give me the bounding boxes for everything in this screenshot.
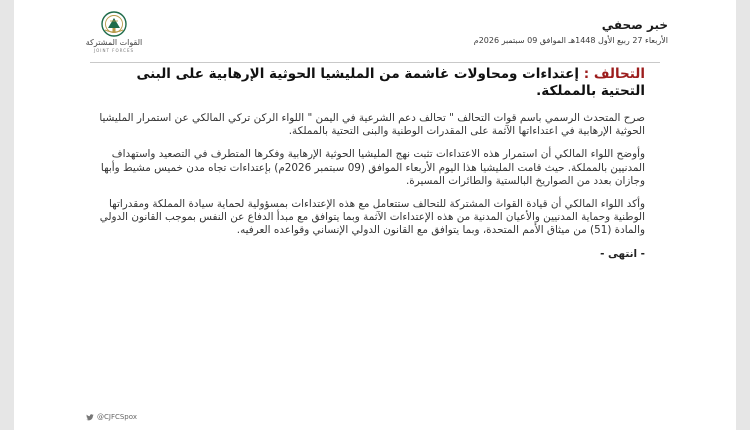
paragraph-2: وأوضح اللواء المالكي أن استمرار هذه الاعتداءات تثبت نهج المليشيا الحوثية الإرهابية وفكرها المتطرف في التصعيد واستهداف المدنيين بالمملكة. حيث قامت المليشيا هذا اليوم الأربعاء الموافق (09 سبتمبر 2026م) بإعتداءات تجاه مدن خميس مشيط وأبها وجازان بعدد من الصواريخ البالستية والطائرات المسيرة. [100, 148, 645, 187]
headline-text: إعتداءات ومحاولات غاشمة من المليشيا الحوثية الإرهابية على البنى التحتية بالمملكة. [136, 66, 645, 99]
right-margin-band [736, 0, 750, 430]
twitter-icon [86, 414, 94, 421]
paragraph-3: وأكد اللواء المالكي أن قيادة القوات المشتركة للتحالف ستتعامل مع هذه الإعتداءات بمسؤولية لحماية سيادة المملكة ومقدراتها الوطنية وحماية المدنيين والأعيان المدنية من هذه الإعتداءات الآثمة وبما يتوافق مع مبدأ الدفاع عن النفس بموجب القانون الدولي والمادة (51) من ميثاق الأمم المتحدة، وبما يتوافق مع القانون الدولي الإنساني وقواعده العرفيه. [99, 198, 645, 237]
article-headline [92, 66, 645, 100]
header [474, 18, 668, 45]
article-ending: - انتهى - [600, 247, 645, 260]
paragraph-1: صرح المتحدث الرسمي باسم قوات التحالف " تحالف دعم الشرعية في اليمن " اللواء الركن تركي المالكي عن استمرار المليشيا الحوثية الإرهابية في اعتداءاتها الآثمة على المقدرات الوطنية والبنى التحتية بالمملكة. [99, 112, 645, 138]
document-date: الأربعاء 27 ربيع الأول 1448هـ الموافق 09 سبتمبر 2026م [473, 36, 668, 45]
document-type-title: خبر صحفي [601, 18, 668, 32]
logo-name-english: JOINT FORCES [93, 48, 135, 53]
footer [86, 413, 137, 421]
article-body [92, 66, 645, 261]
headline-prefix: التحالف : [583, 66, 645, 82]
header-divider [90, 62, 660, 63]
footer-handle: @CJFCSpox [97, 413, 137, 421]
left-margin-band [0, 0, 14, 430]
logo-name-arabic: القوات المشتركة [85, 38, 143, 47]
